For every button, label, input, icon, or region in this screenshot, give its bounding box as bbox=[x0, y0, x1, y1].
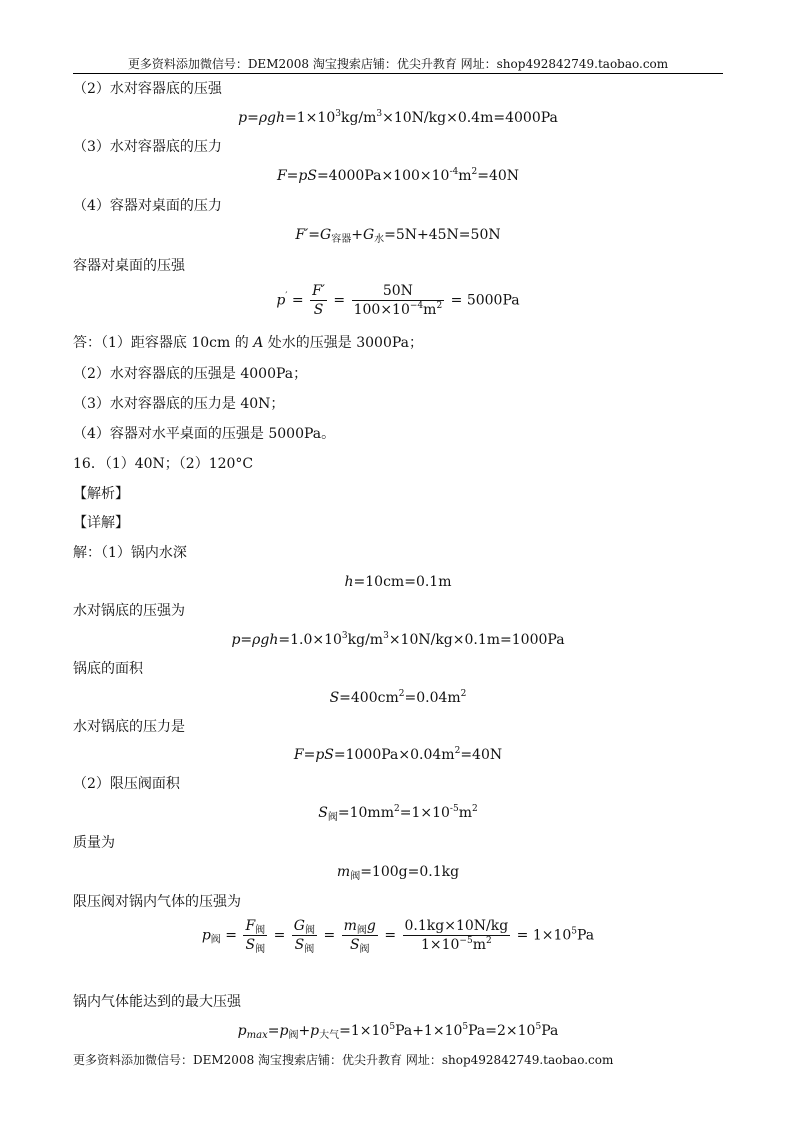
symbol-F: F bbox=[245, 918, 256, 934]
eq-part: =40N bbox=[477, 168, 520, 184]
exponent: 5 bbox=[571, 926, 578, 937]
eq-part: =400cm bbox=[339, 690, 399, 706]
symbol-rhogh: ρgh bbox=[258, 110, 286, 126]
symbol-S: S bbox=[318, 805, 328, 821]
answer-1 bbox=[73, 333, 423, 353]
denominator: S bbox=[313, 302, 324, 318]
eq-part: =100g=0.1kg bbox=[360, 864, 460, 880]
numerator: 50N bbox=[352, 283, 445, 301]
fraction-F-over-S bbox=[310, 283, 327, 318]
answer-text: 处水的压强是 3000Pa； bbox=[263, 335, 423, 351]
exponent: 2 bbox=[460, 689, 467, 699]
eq-sign: = bbox=[333, 292, 346, 309]
denominator bbox=[243, 936, 267, 953]
exponent: 3 bbox=[376, 109, 383, 119]
equation-table-pressure bbox=[73, 283, 723, 318]
equation-valve-mass bbox=[73, 862, 723, 882]
answer-3: （3）水对容器底的压力是 40N； bbox=[73, 396, 285, 412]
eq-part: =10cm=0.1m bbox=[353, 574, 452, 590]
fraction-mg-over-S bbox=[342, 918, 378, 953]
symbol-p: p bbox=[310, 1023, 320, 1039]
denominator bbox=[342, 936, 378, 953]
subscript: 阀 bbox=[304, 944, 315, 955]
eq-sign: = bbox=[323, 927, 336, 944]
equation-pot-pressure bbox=[73, 630, 723, 650]
equation-water-force bbox=[73, 166, 723, 186]
exponent: 2 bbox=[471, 804, 478, 814]
numerator bbox=[292, 918, 317, 936]
subscript: 阀 bbox=[356, 925, 367, 936]
header-divider bbox=[73, 73, 723, 74]
text-water-pressure: 水对锅底的压强为 bbox=[73, 603, 185, 619]
subscript: max bbox=[246, 1030, 268, 1041]
subscript: 阀 bbox=[210, 934, 221, 946]
solution-step-1: 解：（1）锅内水深 bbox=[73, 545, 187, 561]
eq-part: =1.0×10 bbox=[278, 632, 342, 648]
fraction-values bbox=[352, 283, 445, 318]
eq-result: = 5000Pa bbox=[450, 292, 520, 309]
point-label: A bbox=[253, 335, 264, 351]
detail-heading: 【详解】 bbox=[73, 515, 129, 531]
exponent: 5 bbox=[462, 1022, 469, 1032]
eq-part: =1×10 bbox=[339, 1023, 390, 1039]
symbol-m: m bbox=[343, 918, 357, 934]
exponent: 2 bbox=[471, 167, 478, 177]
equation-pot-force bbox=[73, 745, 723, 765]
denominator bbox=[292, 936, 317, 953]
symbol-g: g bbox=[366, 918, 376, 934]
eq-part: =10mm bbox=[337, 805, 394, 821]
fraction-F-over-S bbox=[243, 918, 267, 953]
eq-part: Pa=2×10 bbox=[468, 1023, 536, 1039]
eq-part: =0.04m bbox=[404, 690, 461, 706]
den-part: 1×10 bbox=[420, 937, 460, 953]
symbol-pS: pS bbox=[298, 168, 317, 184]
symbol-S: S bbox=[245, 937, 256, 953]
subscript: 阀 bbox=[327, 812, 338, 823]
eq-part: =5N+45N=50N bbox=[384, 227, 501, 243]
symbol-S: S bbox=[294, 937, 305, 953]
eq-part: =1000Pa×0.04m bbox=[333, 747, 455, 763]
text-valve-area: （2）限压阀面积 bbox=[73, 776, 180, 792]
exponent: 2 bbox=[485, 936, 492, 946]
exponent: -4 bbox=[449, 167, 459, 177]
section-3-title: （3）水对容器底的压力 bbox=[73, 139, 222, 155]
equation-valve-area bbox=[73, 803, 723, 823]
eq-sign: = bbox=[240, 632, 253, 648]
symbol-S: S bbox=[329, 690, 340, 706]
text-water-force: 水对锅底的压力是 bbox=[73, 719, 185, 735]
symbol-G: G bbox=[320, 227, 332, 243]
symbol-F: F bbox=[293, 747, 304, 763]
eq-part: m bbox=[458, 805, 472, 821]
denominator bbox=[352, 301, 445, 318]
eq-part: =4000Pa×100×10 bbox=[316, 168, 450, 184]
eq-sign: = bbox=[303, 747, 316, 763]
eq-part: ×10N/kg×0.1m=1000Pa bbox=[388, 632, 565, 648]
fraction-values bbox=[403, 918, 511, 953]
exponent: 2 bbox=[454, 746, 461, 756]
symbol-p: p bbox=[231, 632, 241, 648]
symbol-rhogh: ρgh bbox=[252, 632, 279, 648]
symbol-p: p bbox=[279, 1023, 289, 1039]
exponent: -5 bbox=[449, 804, 459, 814]
eq-part: =1×10 bbox=[285, 110, 336, 126]
symbol-S: S bbox=[349, 937, 360, 953]
symbol-m: m bbox=[336, 864, 351, 880]
eq-sign: = bbox=[291, 292, 304, 309]
eq-part: m bbox=[458, 168, 472, 184]
exponent: 2 bbox=[398, 689, 405, 699]
symbol-p: p bbox=[276, 292, 286, 309]
exponent: 3 bbox=[335, 109, 341, 119]
den-part: m bbox=[423, 302, 437, 318]
eq-sign: = bbox=[225, 927, 237, 944]
page-header: 更多资料添加微信号：DEM2008 淘宝搜索店铺：优尖升教育 网址：shop492842749.taobao.com bbox=[127, 57, 669, 71]
text-valve-pressure: 限压阀对锅内气体的压强为 bbox=[73, 894, 241, 910]
numerator bbox=[243, 918, 267, 936]
eq-part: Pa+1×10 bbox=[395, 1023, 463, 1039]
subscript: 水 bbox=[374, 234, 385, 245]
eq-result: Pa bbox=[577, 927, 595, 944]
subscript: 容器 bbox=[331, 234, 352, 245]
section-5-title: 容器对桌面的压强 bbox=[73, 258, 185, 274]
equation-water-pressure bbox=[73, 108, 723, 128]
symbol-h: h bbox=[344, 574, 354, 590]
equation-max-pressure bbox=[73, 1021, 723, 1041]
exponent: 5 bbox=[535, 1022, 542, 1032]
numerator: F′ bbox=[312, 283, 325, 299]
den-part: 100×10 bbox=[353, 302, 410, 318]
page-footer: 更多资料添加微信号：DEM2008 淘宝搜索店铺：优尖升教育 网址：shop492842749.taobao.com bbox=[73, 1053, 614, 1067]
equation-water-depth bbox=[73, 572, 723, 592]
eq-result: = 1×10 bbox=[516, 927, 572, 944]
eq-part: kg/m bbox=[347, 632, 384, 648]
subscript: 阀 bbox=[288, 1030, 299, 1041]
answer-text: 答：（1）距容器底 10cm 的 bbox=[73, 335, 254, 351]
subscript: 阀 bbox=[350, 871, 361, 882]
eq-sign: = bbox=[267, 1023, 280, 1039]
question-16-answer: 16．（1）40N；（2）120°C bbox=[73, 456, 254, 472]
numerator: 0.1kg×10N/kg bbox=[404, 918, 509, 934]
eq-sign: = bbox=[273, 927, 286, 944]
symbol-F-prime: F′ bbox=[295, 227, 309, 243]
section-4-title: （4）容器对桌面的压力 bbox=[73, 198, 222, 214]
eq-part: =1×10 bbox=[399, 805, 450, 821]
subscript: 阀 bbox=[255, 944, 266, 955]
symbol-F: F bbox=[276, 168, 287, 184]
fraction-G-over-S bbox=[292, 918, 317, 953]
symbol-p: p bbox=[237, 1023, 247, 1039]
plus-sign: + bbox=[351, 227, 363, 243]
exponent: 3 bbox=[341, 631, 348, 641]
answer-4: （4）容器对水平桌面的压强是 5000Pa。 bbox=[73, 426, 336, 442]
eq-part: Pa bbox=[541, 1023, 559, 1039]
eq-part: ×10N/kg×0.4m=4000Pa bbox=[382, 110, 558, 126]
section-2-title: （2）水对容器底的压强 bbox=[73, 81, 222, 97]
subscript: 阀 bbox=[304, 925, 315, 936]
exponent: 2 bbox=[436, 301, 443, 311]
denominator bbox=[403, 936, 511, 953]
equation-bottom-area bbox=[73, 688, 723, 708]
symbol-G: G bbox=[293, 918, 305, 934]
exponent: 5 bbox=[389, 1022, 396, 1032]
symbol-p: p bbox=[238, 110, 248, 126]
text-bottom-area: 锅底的面积 bbox=[73, 661, 143, 677]
answer-2: （2）水对容器底的压强是 4000Pa； bbox=[73, 366, 308, 382]
symbol-p: p bbox=[201, 927, 211, 944]
exponent: −4 bbox=[409, 301, 424, 311]
text-mass: 质量为 bbox=[73, 835, 115, 851]
symbol-G: G bbox=[362, 227, 375, 243]
exponent: −5 bbox=[459, 936, 473, 946]
eq-part: kg/m bbox=[340, 110, 377, 126]
symbol-pS: pS bbox=[315, 747, 334, 763]
eq-sign: = bbox=[384, 927, 397, 944]
subscript: 阀 bbox=[359, 944, 370, 955]
exponent: 3 bbox=[383, 631, 389, 641]
subscript: 阀 bbox=[255, 925, 266, 936]
den-part: m bbox=[472, 937, 486, 953]
eq-part: =40N bbox=[460, 747, 503, 763]
subscript: 大气 bbox=[319, 1030, 340, 1041]
eq-sign: = bbox=[308, 227, 321, 243]
eq-sign: = bbox=[286, 168, 299, 184]
analysis-heading: 【解析】 bbox=[73, 486, 129, 502]
eq-sign: = bbox=[247, 110, 259, 126]
text-max-pressure: 锅内气体能达到的最大压强 bbox=[73, 994, 241, 1010]
prime-mark: ′ bbox=[285, 291, 288, 302]
equation-valve-pressure bbox=[73, 918, 723, 953]
equation-table-force bbox=[73, 225, 723, 245]
exponent: 2 bbox=[393, 804, 400, 814]
plus-sign: + bbox=[298, 1023, 311, 1039]
numerator bbox=[342, 918, 378, 936]
